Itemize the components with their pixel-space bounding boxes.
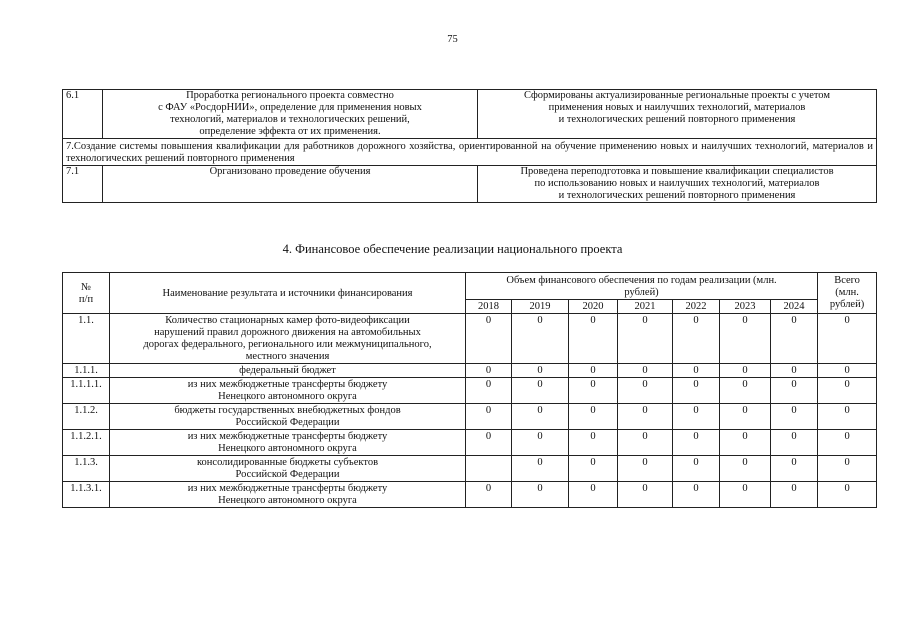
year-value: 0 <box>720 456 771 482</box>
year-value: 0 <box>771 378 818 404</box>
header-name: Наименование результата и источники финансирования <box>110 273 466 314</box>
year-value: 0 <box>466 378 512 404</box>
task-description: Проработка регионального проекта совместно с ФАУ «РосдорНИИ», определение для применения новых технологий, материалов и технологических решений, определение эффекта от их применения. <box>103 90 478 139</box>
year-value: 0 <box>618 378 673 404</box>
year-value: 0 <box>569 404 618 430</box>
year-value: 0 <box>673 364 720 378</box>
year-value: 0 <box>569 430 618 456</box>
year-value: 0 <box>720 314 771 364</box>
row-total: 0 <box>818 404 877 430</box>
row-total: 0 <box>818 482 877 508</box>
row-name: бюджеты государственных внебюджетных фондов Российской Федерации <box>110 404 466 430</box>
row-number: 1.1.2.1. <box>63 430 110 456</box>
row-number: 1.1.1. <box>63 364 110 378</box>
year-value: 0 <box>771 404 818 430</box>
year-value: 0 <box>512 456 569 482</box>
row-name: из них межбюджетные трансферты бюджету Ненецкого автономного округа <box>110 430 466 456</box>
task-result: Сформированы актуализированные региональные проекты с учетом применения новых и наилучших технологий, материалов и технологических решений повторного применения <box>478 90 877 139</box>
row-number: 1.1.3.1. <box>63 482 110 508</box>
row-number: 1.1.2. <box>63 404 110 430</box>
year-2022: 2022 <box>673 300 720 314</box>
section-heading: 4. Финансовое обеспечение реализации национального проекта <box>282 242 623 256</box>
year-value: 0 <box>771 364 818 378</box>
year-value: 0 <box>618 482 673 508</box>
header-num: № п/п <box>63 273 110 314</box>
year-value: 0 <box>569 314 618 364</box>
header-volume: Объем финансового обеспечения по годам реализации (млн. рублей) <box>466 273 818 300</box>
year-2023: 2023 <box>720 300 771 314</box>
section-title: 7.Создание системы повышения квалификации для работников дорожного хозяйства, ориентированной на обучение применению новых и наилучших технологий, материалов и технологических решений повторного применения <box>63 139 877 166</box>
row-total: 0 <box>818 314 877 364</box>
row-total: 0 <box>818 456 877 482</box>
header-total: Всего (млн. рублей) <box>818 273 877 314</box>
year-value: 0 <box>512 378 569 404</box>
year-value: 0 <box>720 378 771 404</box>
year-value: 0 <box>771 482 818 508</box>
year-value: 0 <box>569 378 618 404</box>
header-row <box>63 273 877 300</box>
row-number: 6.1 <box>63 90 103 139</box>
row-name: федеральный бюджет <box>110 364 466 378</box>
year-value: 0 <box>466 314 512 364</box>
row-number: 7.1 <box>63 166 103 203</box>
year-value: 0 <box>512 404 569 430</box>
year-value: 0 <box>512 314 569 364</box>
year-2021: 2021 <box>618 300 673 314</box>
year-value: 0 <box>569 456 618 482</box>
year-value: 0 <box>720 482 771 508</box>
year-value: 0 <box>466 404 512 430</box>
row-number: 1.1.3. <box>63 456 110 482</box>
year-value: 0 <box>618 314 673 364</box>
year-value: 0 <box>673 404 720 430</box>
year-2024: 2024 <box>771 300 818 314</box>
year-value: 0 <box>569 364 618 378</box>
table-row <box>63 364 877 378</box>
table-row <box>63 378 877 404</box>
row-name: консолидированные бюджеты субъектов Российской Федерации <box>110 456 466 482</box>
year-value: 0 <box>771 430 818 456</box>
table-row <box>63 314 877 364</box>
year-value: 0 <box>720 404 771 430</box>
year-value: 0 <box>673 314 720 364</box>
year-2018: 2018 <box>466 300 512 314</box>
year-value: 0 <box>673 456 720 482</box>
year-value: 0 <box>618 456 673 482</box>
year-value <box>466 456 512 482</box>
row-total: 0 <box>818 430 877 456</box>
year-value: 0 <box>720 364 771 378</box>
measures-table <box>62 89 877 203</box>
task-result: Проведена переподготовка и повышение квалификации специалистов по использованию новых и наилучших технологий, материалов и технологических решений повторного применения <box>478 166 877 203</box>
year-value: 0 <box>618 364 673 378</box>
year-value: 0 <box>618 430 673 456</box>
year-value: 0 <box>512 430 569 456</box>
task-description: Организовано проведение обучения <box>103 166 478 203</box>
year-2020: 2020 <box>569 300 618 314</box>
year-value: 0 <box>466 430 512 456</box>
year-value: 0 <box>618 404 673 430</box>
year-value: 0 <box>771 456 818 482</box>
financing-table <box>62 272 877 508</box>
table-row <box>63 90 877 139</box>
year-2019: 2019 <box>512 300 569 314</box>
table-row <box>63 166 877 203</box>
year-value: 0 <box>569 482 618 508</box>
year-value: 0 <box>720 430 771 456</box>
table-row <box>63 456 877 482</box>
table-row <box>63 430 877 456</box>
table-row <box>63 482 877 508</box>
section-row <box>63 139 877 166</box>
page-number: 75 <box>447 34 458 45</box>
row-name: Количество стационарных камер фото-видеофиксации нарушений правил дорожного движения на автомобильных дорогах федерального, регионального или межмуниципального, местного значения <box>110 314 466 364</box>
row-number: 1.1. <box>63 314 110 364</box>
row-total: 0 <box>818 364 877 378</box>
year-value: 0 <box>673 378 720 404</box>
year-value: 0 <box>673 482 720 508</box>
year-value: 0 <box>512 482 569 508</box>
row-number: 1.1.1.1. <box>63 378 110 404</box>
row-name: из них межбюджетные трансферты бюджету Ненецкого автономного округа <box>110 482 466 508</box>
year-value: 0 <box>466 482 512 508</box>
year-value: 0 <box>466 364 512 378</box>
year-value: 0 <box>673 430 720 456</box>
row-name: из них межбюджетные трансферты бюджету Ненецкого автономного округа <box>110 378 466 404</box>
row-total: 0 <box>818 378 877 404</box>
year-value: 0 <box>512 364 569 378</box>
year-value: 0 <box>771 314 818 364</box>
table-row <box>63 404 877 430</box>
